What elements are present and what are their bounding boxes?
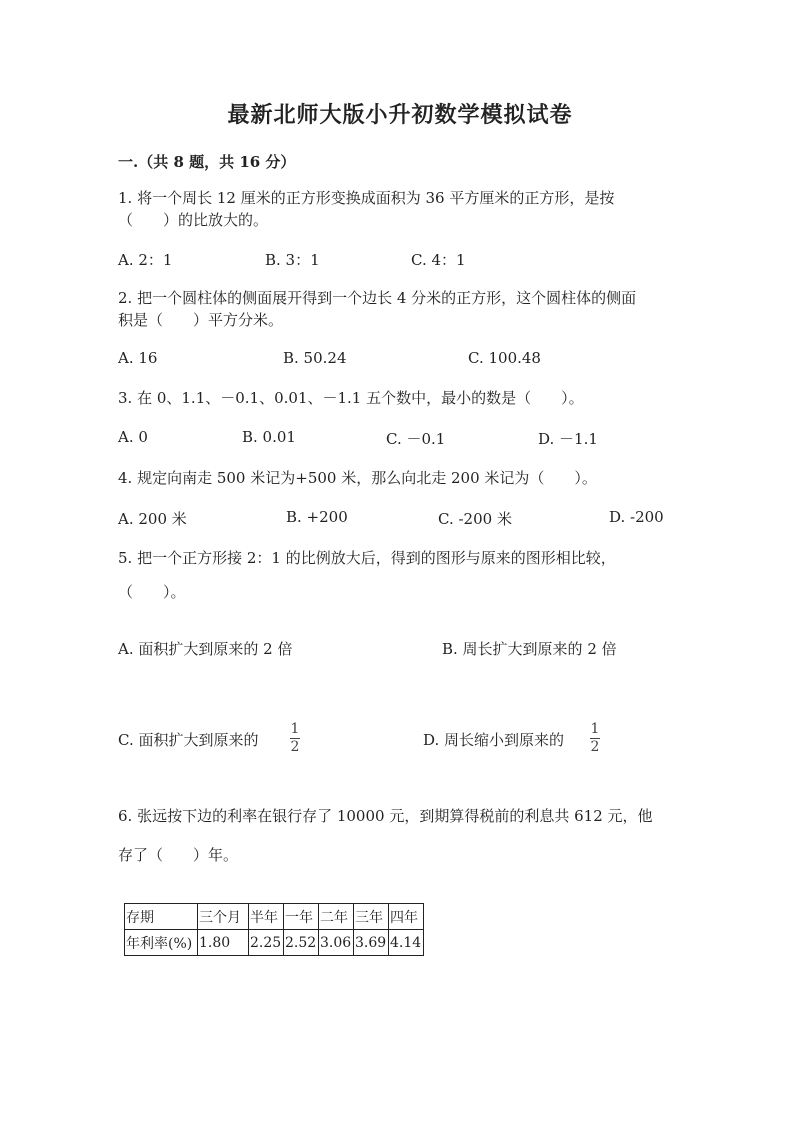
table-cell: 四年 <box>389 904 424 930</box>
table-cell: 2.25 <box>249 930 284 956</box>
question-5-option-c: C. 面积扩大到原来的 <box>118 731 259 749</box>
table-cell: 1.80 <box>198 930 249 956</box>
fraction-numerator: 1 <box>590 721 600 737</box>
table-cell: 存期 <box>125 904 198 930</box>
table-cell: 3.06 <box>319 930 354 956</box>
question-6-line-1: 6. 张远按下边的利率在银行存了 10000 元，到期算得税前的利息共 612 元，他 <box>118 807 653 825</box>
question-1-option-a: A. 2：1 <box>118 251 173 269</box>
question-1-option-c: C. 4：1 <box>411 251 466 269</box>
fraction-denominator: 2 <box>590 739 600 755</box>
question-3-line-1: 3. 在 0、1.1、－0.1、0.01、－1.1 五个数中，最小的数是（ ）。 <box>118 389 584 407</box>
question-2-line-1: 2. 把一个圆柱体的侧面展开得到一个边长 4 分米的正方形，这个圆柱体的侧面 <box>118 289 637 307</box>
table-cell: 一年 <box>284 904 319 930</box>
question-2-line-2: 积是（ ）平方分米。 <box>118 311 284 329</box>
question-4-option-a: A. 200 米 <box>118 510 187 528</box>
interest-rate-table <box>124 903 424 956</box>
table-header-row <box>125 904 424 930</box>
table-cell: 3.69 <box>354 930 389 956</box>
fraction-numerator: 1 <box>290 721 300 737</box>
question-6-line-2: 存了（ ）年。 <box>118 846 239 864</box>
question-5-option-d: D. 周长缩小到原来的 <box>423 731 565 749</box>
question-2-option-a: A. 16 <box>118 349 158 367</box>
question-1-option-b: B. 3：1 <box>265 251 320 269</box>
question-4-line-1: 4. 规定向南走 500 米记为+500 米，那么向北走 200 米记为（ ）。 <box>118 469 597 487</box>
question-5-option-b: B. 周长扩大到原来的 2 倍 <box>442 640 617 658</box>
question-2-option-c: C. 100.48 <box>468 349 541 367</box>
question-1-line-1: 1. 将一个周长 12 厘米的正方形变换成面积为 36 平方厘米的正方形，是按 <box>118 189 615 207</box>
page-title: 最新北师大版小升初数学模拟试卷 <box>227 102 573 128</box>
table-cell: 半年 <box>249 904 284 930</box>
question-1-line-2: （ ）的比放大的。 <box>118 211 269 229</box>
question-3-option-d: D. －1.1 <box>538 430 598 448</box>
table-cell: 年利率(%) <box>125 930 198 956</box>
table-cell: 4.14 <box>389 930 424 956</box>
table-row <box>125 930 424 956</box>
question-4-option-b: B. +200 <box>286 508 348 526</box>
fraction-one-half-c <box>290 722 300 755</box>
section-heading: 一.（共 8 题，共 16 分） <box>118 153 296 171</box>
table-cell: 三年 <box>354 904 389 930</box>
question-4-option-d: D. -200 <box>609 508 664 526</box>
question-5-line-2: （ ）。 <box>118 583 186 601</box>
question-3-option-b: B. 0.01 <box>242 428 296 446</box>
question-2-option-b: B. 50.24 <box>283 349 347 367</box>
question-3-option-c: C. －0.1 <box>386 430 446 448</box>
fraction-one-half-d <box>590 722 600 755</box>
question-5-line-1: 5. 把一个正方形接 2：1 的比例放大后，得到的图形与原来的图形相比较， <box>118 549 616 567</box>
question-5-option-a: A. 面积扩大到原来的 2 倍 <box>118 640 293 658</box>
table-cell: 三个月 <box>198 904 249 930</box>
question-3-option-a: A. 0 <box>118 428 148 446</box>
fraction-denominator: 2 <box>290 739 300 755</box>
question-4-option-c: C. -200 米 <box>438 510 512 528</box>
table-cell: 二年 <box>319 904 354 930</box>
table-cell: 2.52 <box>284 930 319 956</box>
